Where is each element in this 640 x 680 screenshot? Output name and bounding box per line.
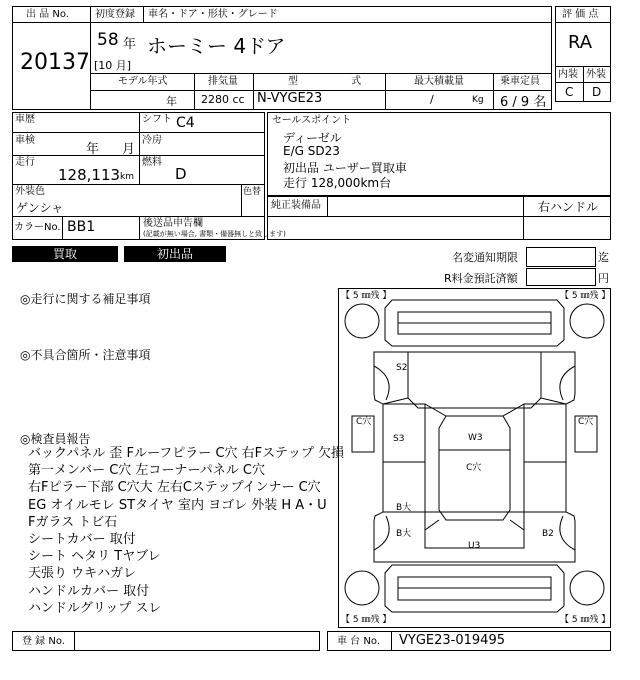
displacement-label: 排気量: [208, 76, 238, 87]
model-code: N-VYGE23: [257, 91, 323, 106]
sales-point-1: ディーゼル: [283, 131, 342, 145]
shift-label: シフト: [142, 114, 172, 125]
first-listing-badge: 初出品: [124, 246, 226, 262]
inspector-line: 右Fピラー下部 C穴大 左右Cステップインナー C穴: [28, 480, 321, 496]
name-change-label: 名変通知期限: [452, 251, 518, 264]
mark-s2: S2: [396, 363, 408, 373]
color-no-label: カラーNo.: [14, 222, 61, 233]
mark-c-right: C穴: [578, 417, 594, 427]
reg-month: [10 月]: [94, 59, 132, 72]
inspector-line: シート ヘタリ Tヤブレ: [28, 549, 161, 565]
recycle-unit: 円: [598, 272, 609, 285]
inspector-title: ◎検査員報告: [20, 432, 91, 446]
max-load-unit: Kg: [472, 95, 484, 105]
recycle-label: R料金預託済額: [444, 272, 518, 285]
reg-no-label: 登 録 No.: [22, 636, 65, 647]
name-change-unit: 迄: [598, 251, 609, 264]
color-label: 外装色: [15, 186, 45, 197]
tire-depth-front-left: 【 5 ㎜残 】: [341, 291, 392, 301]
inspector-line: ハンドルカバー 取付: [28, 583, 150, 599]
sales-point-label: セールスポイント: [272, 115, 352, 126]
mark-w3: W3: [468, 433, 483, 443]
documents-note: (記載が無い場合, 書類・備器無しと致します): [143, 230, 286, 238]
tire-depth-rear-left: 【 5 ㎜残 】: [341, 615, 392, 625]
documents-label: 後送品申告欄: [143, 218, 203, 229]
exterior-grade: D: [592, 85, 602, 99]
sales-point-4: 走行 128,000km台: [283, 176, 392, 190]
exterior-label: 外装: [586, 69, 606, 80]
mileage-unit: km: [120, 172, 134, 182]
grade-label: 評 価 点: [562, 9, 599, 20]
capacity: 6 / 9 名: [500, 95, 547, 110]
max-load: /: [430, 93, 434, 106]
recolor-label: 色替: [243, 187, 262, 197]
chassis-label: 車 台 No.: [337, 636, 380, 647]
mark-c-roof: C穴: [466, 463, 482, 473]
mileage: 128,113: [58, 166, 121, 184]
inspector-line: Fガラス トビ石: [28, 514, 118, 530]
inspector-line: バックパネル 歪 Fルーフピラー C穴 右Fステップ 欠損: [28, 446, 345, 461]
recycle-field: [526, 268, 596, 286]
mark-b2: B2: [542, 529, 554, 539]
name-change-field: [526, 247, 596, 267]
inspection-month: 月: [122, 142, 136, 157]
sales-point-2: E/G SD23: [283, 144, 340, 158]
color-no: BB1: [67, 219, 96, 235]
driving-notes-title: ◎走行に関する補足事項: [20, 292, 151, 306]
mark-b-left-1: B大: [396, 503, 412, 513]
tire-depth-rear-right: 【 5 ㎜残 】: [560, 615, 611, 625]
color: ゲンシャ: [16, 201, 64, 215]
purchase-badge: 買取: [12, 246, 118, 262]
tire-depth-front-right: 【 5 ㎜残 】: [560, 291, 611, 301]
model-label: 型 式: [288, 76, 362, 87]
inspector-line: 第一メンバー C穴 左コーナーパネル C穴: [28, 463, 265, 479]
max-load-label: 最大積載量: [414, 76, 464, 87]
inspection-year: 年: [86, 142, 100, 157]
reg-year: 58: [97, 30, 119, 50]
fuel: D: [175, 165, 187, 183]
mark-c-left: C穴: [356, 417, 372, 427]
grade: RA: [568, 32, 593, 53]
interior-grade: C: [565, 85, 574, 99]
model-year-unit: 年: [166, 95, 177, 108]
history-label: 車歴: [15, 114, 35, 125]
inspector-line: 天張り ウキハガレ: [28, 566, 137, 582]
mileage-label: 走行: [15, 157, 35, 168]
inspector-line: EG オイルモレ STタイヤ 室内 ヨゴレ 外装 H A・U: [28, 497, 327, 513]
car-name: ホーミー 4ドア: [147, 34, 286, 58]
inspector-line: ハンドルグリップ スレ: [28, 600, 162, 616]
genuine-label: 純正装備品: [271, 200, 321, 211]
interior-label: 内装: [558, 69, 578, 80]
chassis-number: VYGE23-019495: [399, 633, 505, 648]
car-name-label: 車名・ドア・形状・グレード: [148, 9, 278, 20]
inspection-label: 車検: [15, 135, 35, 146]
mark-s3: S3: [393, 434, 405, 444]
defects-title: ◎不具合箇所・注意事項: [20, 348, 151, 362]
shift: C4: [176, 115, 195, 131]
reg-year-unit: 年: [123, 37, 137, 52]
first-reg-label: 初度登録: [95, 9, 135, 20]
inspector-line: シートカバー 取付: [28, 532, 136, 547]
aircon-label: 冷房: [142, 135, 162, 146]
handle: 右ハンドル: [538, 200, 599, 214]
mark-u3: U3: [468, 541, 481, 551]
lot-number: 20137: [20, 50, 90, 75]
car-diagram: [338, 288, 611, 628]
mark-b-left-2: B大: [396, 529, 412, 539]
sales-point-3: 初出品 ユーザー買取車: [283, 161, 407, 175]
displacement: 2280 cc: [201, 93, 245, 106]
model-year-label: モデル年式: [118, 76, 168, 87]
capacity-label: 乗車定員: [500, 76, 540, 87]
fuel-label: 燃料: [142, 157, 162, 168]
lot-label: 出 品 No.: [26, 9, 69, 20]
